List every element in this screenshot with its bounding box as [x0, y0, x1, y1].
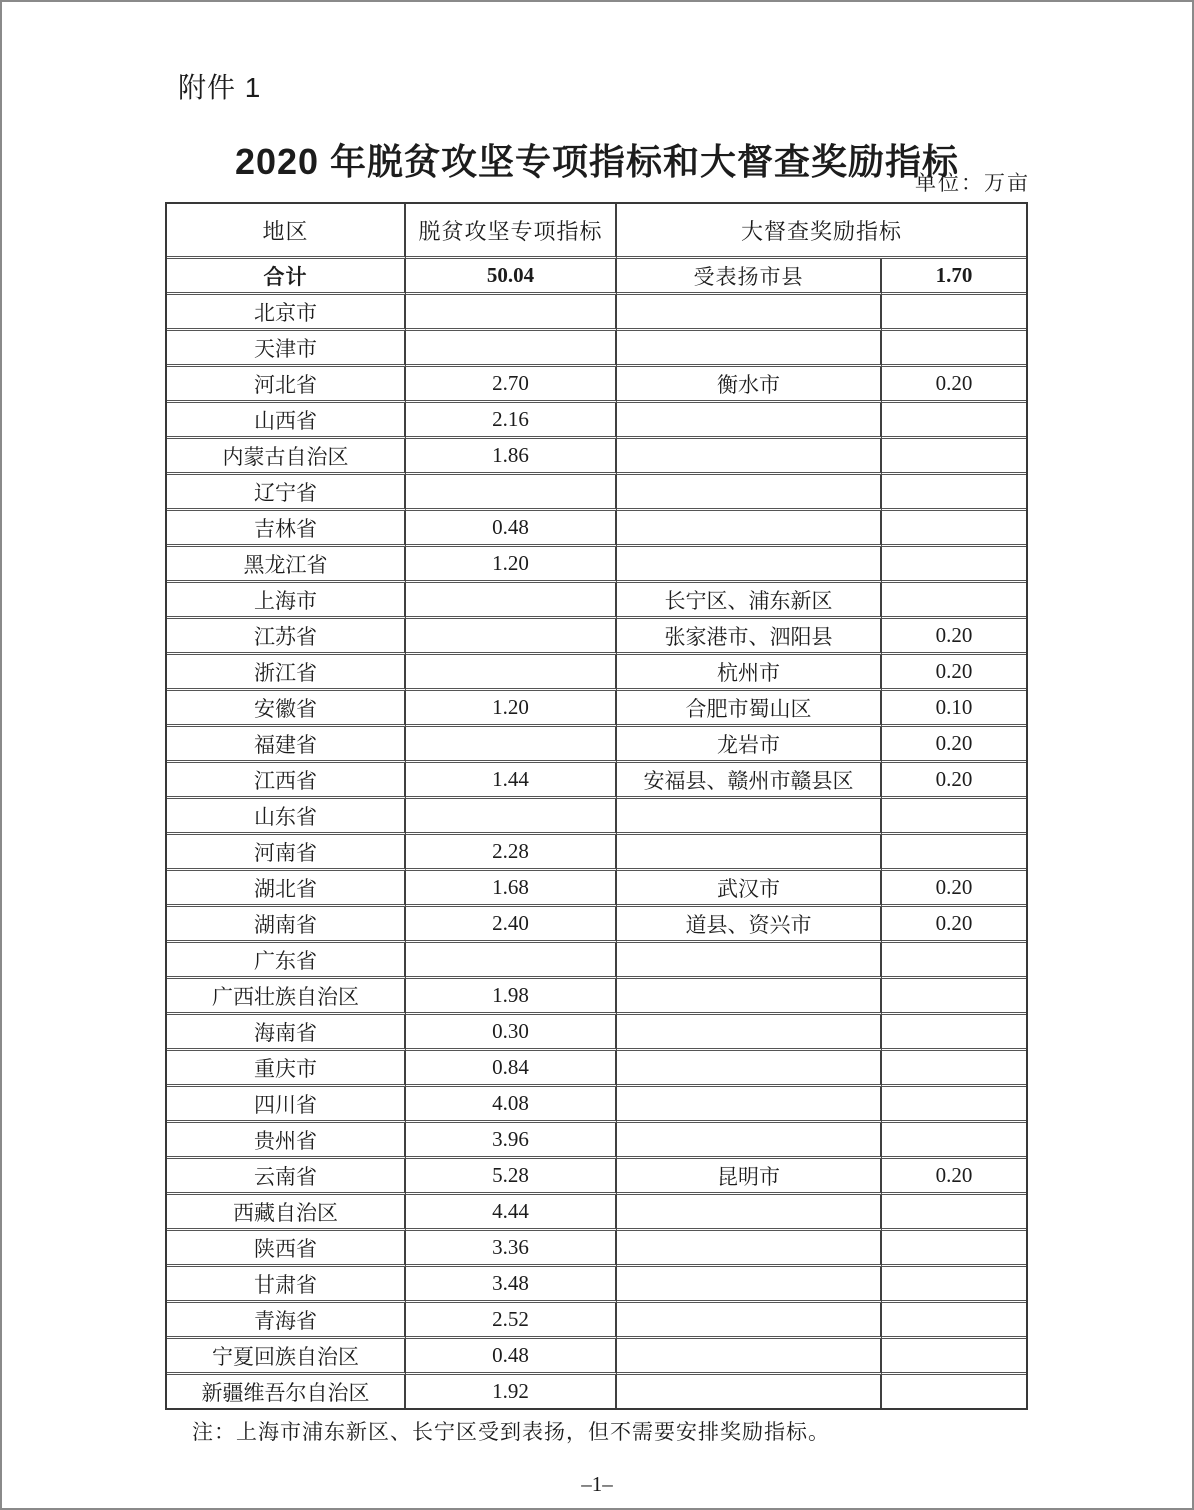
cell-reward-region [617, 1123, 882, 1159]
cell-reward-value [882, 511, 1026, 547]
table-row [167, 907, 1026, 943]
table-row [167, 583, 1026, 619]
cell-reward-region [617, 511, 882, 547]
table-row [167, 331, 1026, 367]
cell-special-indicator [406, 475, 617, 511]
table-row [167, 943, 1026, 979]
cell-reward-region: 昆明市 [617, 1159, 882, 1195]
cell-special-indicator: 1.20 [406, 691, 617, 727]
cell-reward-value [882, 475, 1026, 511]
table-row [167, 1303, 1026, 1339]
table-row [167, 1267, 1026, 1303]
cell-reward-value [882, 1015, 1026, 1051]
cell-special-indicator: 1.98 [406, 979, 617, 1015]
cell-reward-region [617, 799, 882, 835]
cell-reward-region: 道县、资兴市 [617, 907, 882, 943]
cell-reward-value [882, 1087, 1026, 1123]
cell-region: 云南省 [167, 1159, 406, 1195]
cell-reward-region [617, 1195, 882, 1231]
cell-reward-region: 安福县、赣州市赣县区 [617, 763, 882, 799]
cell-region: 湖南省 [167, 907, 406, 943]
attachment-label: 附件 1 [178, 72, 262, 103]
cell-reward-region [617, 1375, 882, 1408]
table-row [167, 691, 1026, 727]
cell-region: 重庆市 [167, 1051, 406, 1087]
table-row [167, 295, 1026, 331]
cell-region: 辽宁省 [167, 475, 406, 511]
cell-reward-region [617, 943, 882, 979]
table-row [167, 763, 1026, 799]
cell-region: 广东省 [167, 943, 406, 979]
table-row [167, 655, 1026, 691]
table-row [167, 727, 1026, 763]
cell-special-indicator [406, 331, 617, 367]
cell-region: 甘肃省 [167, 1267, 406, 1303]
cell-reward-region [617, 1087, 882, 1123]
cell-region: 江西省 [167, 763, 406, 799]
cell-reward-value [882, 979, 1026, 1015]
table-row [167, 1231, 1026, 1267]
cell-reward-region: 杭州市 [617, 655, 882, 691]
cell-reward-region [617, 1303, 882, 1339]
cell-special-indicator: 1.44 [406, 763, 617, 799]
cell-reward-value: 0.20 [882, 655, 1026, 691]
cell-reward-value: 0.20 [882, 763, 1026, 799]
cell-special-indicator: 3.96 [406, 1123, 617, 1159]
cell-special-indicator [406, 655, 617, 691]
cell-reward-value [882, 583, 1026, 619]
cell-region: 上海市 [167, 583, 406, 619]
cell-region: 天津市 [167, 331, 406, 367]
cell-reward-value [882, 835, 1026, 871]
cell-region: 安徽省 [167, 691, 406, 727]
cell-region: 山东省 [167, 799, 406, 835]
cell-special-indicator [406, 727, 617, 763]
cell-special-indicator: 2.40 [406, 907, 617, 943]
cell-reward-region [617, 835, 882, 871]
cell-reward-region: 龙岩市 [617, 727, 882, 763]
cell-special-indicator: 1.86 [406, 439, 617, 475]
cell-reward-value [882, 1231, 1026, 1267]
table-row [167, 1159, 1026, 1195]
table-row [167, 619, 1026, 655]
total-reward-label: 受表扬市县 [617, 259, 882, 295]
table-row [167, 871, 1026, 907]
cell-region: 四川省 [167, 1087, 406, 1123]
cell-region: 青海省 [167, 1303, 406, 1339]
cell-reward-value [882, 1195, 1026, 1231]
unit-note: 单位：万亩 [915, 171, 1030, 195]
cell-region: 黑龙江省 [167, 547, 406, 583]
cell-reward-region [617, 439, 882, 475]
cell-region: 新疆维吾尔自治区 [167, 1375, 406, 1408]
cell-region: 西藏自治区 [167, 1195, 406, 1231]
cell-special-indicator: 2.28 [406, 835, 617, 871]
cell-region: 广西壮族自治区 [167, 979, 406, 1015]
cell-reward-region [617, 475, 882, 511]
table-row [167, 547, 1026, 583]
cell-reward-region: 张家港市、泗阳县 [617, 619, 882, 655]
cell-reward-region [617, 1231, 882, 1267]
table-row [167, 367, 1026, 403]
cell-reward-value [882, 547, 1026, 583]
cell-region: 河南省 [167, 835, 406, 871]
cell-special-indicator: 1.20 [406, 547, 617, 583]
cell-region: 吉林省 [167, 511, 406, 547]
cell-reward-region [617, 1339, 882, 1375]
table-row [167, 835, 1026, 871]
table-total-row [167, 259, 1026, 295]
cell-region: 贵州省 [167, 1123, 406, 1159]
cell-region: 浙江省 [167, 655, 406, 691]
cell-reward-value: 0.20 [882, 907, 1026, 943]
cell-region: 湖北省 [167, 871, 406, 907]
cell-special-indicator [406, 799, 617, 835]
cell-reward-value: 0.10 [882, 691, 1026, 727]
cell-reward-value [882, 439, 1026, 475]
table-row [167, 1015, 1026, 1051]
cell-special-indicator: 2.70 [406, 367, 617, 403]
cell-reward-value: 0.20 [882, 871, 1026, 907]
cell-reward-value: 0.20 [882, 367, 1026, 403]
cell-special-indicator: 0.30 [406, 1015, 617, 1051]
cell-region: 河北省 [167, 367, 406, 403]
cell-region: 陕西省 [167, 1231, 406, 1267]
header-region: 地区 [167, 204, 406, 259]
table-row [167, 1339, 1026, 1375]
cell-region: 宁夏回族自治区 [167, 1339, 406, 1375]
cell-reward-value [882, 943, 1026, 979]
cell-reward-value [882, 1303, 1026, 1339]
cell-region: 福建省 [167, 727, 406, 763]
cell-reward-value: 0.20 [882, 727, 1026, 763]
table-row [167, 1051, 1026, 1087]
cell-region: 北京市 [167, 295, 406, 331]
total-special-value: 50.04 [406, 259, 617, 295]
cell-reward-region [617, 1015, 882, 1051]
cell-special-indicator [406, 943, 617, 979]
cell-reward-value [882, 1375, 1026, 1408]
table-row [167, 475, 1026, 511]
table-row [167, 799, 1026, 835]
cell-reward-region: 武汉市 [617, 871, 882, 907]
cell-special-indicator: 1.92 [406, 1375, 617, 1408]
indicator-table [165, 202, 1028, 1410]
cell-special-indicator: 0.48 [406, 1339, 617, 1375]
cell-special-indicator: 3.48 [406, 1267, 617, 1303]
cell-reward-region: 衡水市 [617, 367, 882, 403]
cell-reward-value [882, 295, 1026, 331]
cell-reward-region: 长宁区、浦东新区 [617, 583, 882, 619]
table-row [167, 1195, 1026, 1231]
cell-region: 海南省 [167, 1015, 406, 1051]
cell-reward-value [882, 1051, 1026, 1087]
cell-region: 山西省 [167, 403, 406, 439]
cell-special-indicator: 2.52 [406, 1303, 617, 1339]
cell-reward-region [617, 1267, 882, 1303]
table-row [167, 439, 1026, 475]
cell-special-indicator: 3.36 [406, 1231, 617, 1267]
header-special-indicator: 脱贫攻坚专项指标 [406, 204, 617, 259]
table-header-row [167, 204, 1026, 259]
cell-special-indicator: 2.16 [406, 403, 617, 439]
cell-reward-region: 合肥市蜀山区 [617, 691, 882, 727]
cell-reward-value [882, 403, 1026, 439]
cell-reward-region [617, 1051, 882, 1087]
cell-reward-value: 0.20 [882, 1159, 1026, 1195]
cell-reward-region [617, 979, 882, 1015]
cell-special-indicator: 4.08 [406, 1087, 617, 1123]
cell-reward-value [882, 1267, 1026, 1303]
cell-special-indicator: 4.44 [406, 1195, 617, 1231]
table-row [167, 1123, 1026, 1159]
table-row [167, 1087, 1026, 1123]
page-number: –1– [581, 1472, 613, 1496]
cell-reward-region [617, 403, 882, 439]
header-reward-indicator: 大督查奖励指标 [617, 204, 1026, 259]
cell-special-indicator [406, 295, 617, 331]
cell-reward-value [882, 799, 1026, 835]
table-row [167, 403, 1026, 439]
cell-region: 江苏省 [167, 619, 406, 655]
cell-reward-value: 0.20 [882, 619, 1026, 655]
total-reward-value: 1.70 [882, 259, 1026, 295]
cell-reward-value [882, 331, 1026, 367]
cell-special-indicator: 1.68 [406, 871, 617, 907]
cell-special-indicator [406, 619, 617, 655]
cell-reward-region [617, 295, 882, 331]
cell-special-indicator: 5.28 [406, 1159, 617, 1195]
cell-reward-value [882, 1339, 1026, 1375]
total-region-label: 合计 [167, 259, 406, 295]
table-row [167, 511, 1026, 547]
table-row [167, 979, 1026, 1015]
cell-special-indicator: 0.84 [406, 1051, 617, 1087]
cell-reward-value [882, 1123, 1026, 1159]
cell-reward-region [617, 331, 882, 367]
cell-region: 内蒙古自治区 [167, 439, 406, 475]
page-title: 2020 年脱贫攻坚专项指标和大督查奖励指标 [234, 141, 960, 183]
cell-special-indicator [406, 583, 617, 619]
table-row [167, 1375, 1026, 1408]
footnote: 注：上海市浦东新区、长宁区受到表扬，但不需要安排奖励指标。 [192, 1420, 830, 1444]
cell-special-indicator: 0.48 [406, 511, 617, 547]
cell-reward-region [617, 547, 882, 583]
